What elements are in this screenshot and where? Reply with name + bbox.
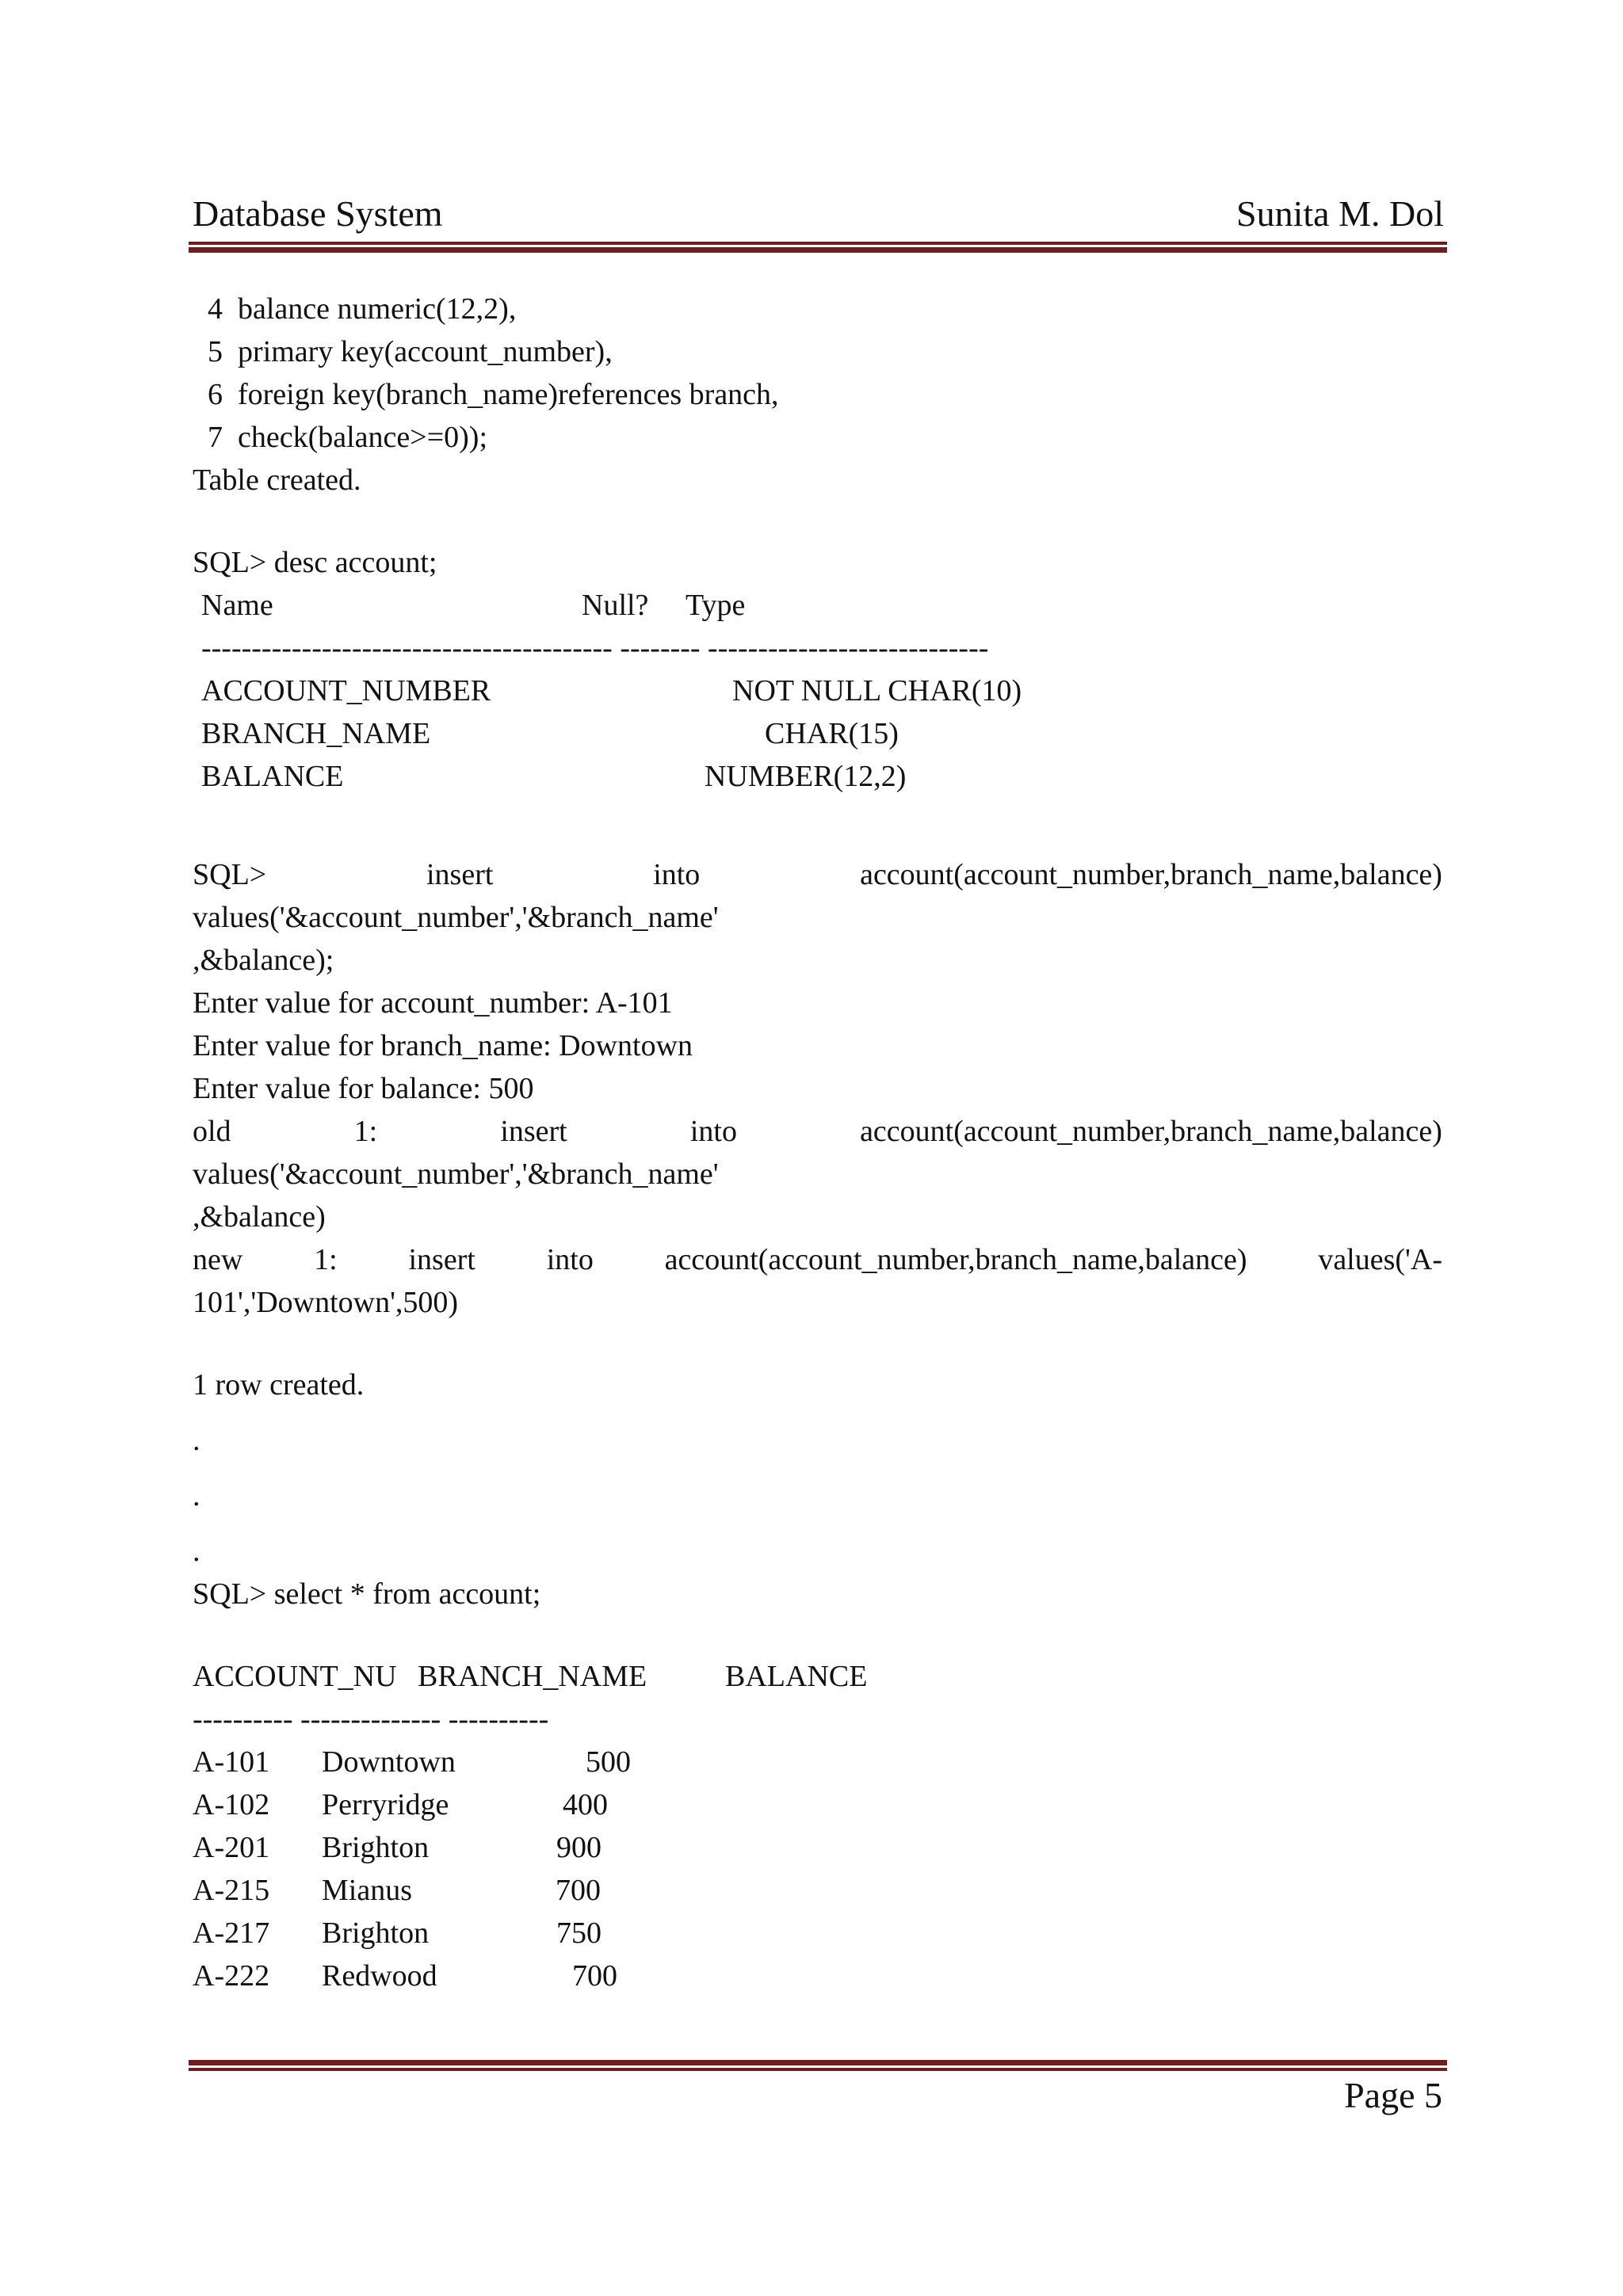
result-branch: Brighton [322, 1917, 430, 1950]
footer-rule-thick [189, 2060, 1447, 2065]
desc-row-type: NOT NULL CHAR(10) [732, 674, 1022, 707]
old-line: old 1: insert into account(account_number,branch_name,balance) [193, 1115, 1442, 1148]
code-line: ,&balance); [193, 944, 334, 977]
desc-row-type: CHAR(15) [765, 717, 899, 750]
footer-rule-thin [189, 2068, 1447, 2071]
header-rule-thin [189, 242, 1447, 245]
result-balance: 900 [556, 1831, 601, 1864]
prompt-line: Enter value for account_number: A-101 [193, 986, 673, 1020]
header-rule-thick [189, 247, 1447, 253]
code-line: 5 primary key(account_number), [208, 335, 613, 368]
code-line: values('&account_number','&branch_name' [193, 901, 719, 934]
desc-row-name: BALANCE [201, 760, 344, 793]
status-line: Table created. [193, 463, 361, 497]
desc-header-type: Type [685, 589, 746, 622]
result-account: A-217 [193, 1917, 270, 1950]
result-branch: Redwood [322, 1959, 437, 1993]
header-author: Sunita M. Dol [1236, 193, 1444, 234]
result-branch: Brighton [322, 1831, 430, 1864]
desc-dashes: ----------------------------------------- -------- ---------------------------- [201, 631, 989, 665]
result-account: A-102 [193, 1788, 270, 1821]
insert-command-line: SQL> insert into account(account_number,branch_name,balance) [193, 858, 1442, 891]
ellipsis-dot: . [193, 1479, 200, 1512]
select-dashes: ---------- -------------- ---------- [193, 1703, 549, 1736]
new-line: new 1: insert into account(account_number,branch_name,balance) values('A- [193, 1243, 1442, 1276]
page-number: Page 5 [1344, 2075, 1442, 2115]
result-balance: 750 [556, 1917, 601, 1950]
desc-row-name: ACCOUNT_NUMBER [201, 674, 491, 707]
result-balance: 700 [556, 1874, 601, 1907]
desc-header-name: Name [201, 589, 273, 622]
select-header-account: ACCOUNT_NU [193, 1660, 397, 1693]
desc-header-null: Null? [582, 589, 649, 622]
desc-row-type: NUMBER(12,2) [705, 760, 907, 793]
result-account: A-101 [193, 1745, 270, 1779]
code-line: 6 foreign key(branch_name)references branch, [208, 378, 779, 411]
result-branch: Downtown [322, 1745, 456, 1779]
status-line: 1 row created. [193, 1368, 365, 1402]
result-account: A-222 [193, 1959, 270, 1993]
code-line: 7 check(balance>=0)); [208, 421, 488, 454]
result-account: A-215 [193, 1874, 270, 1907]
result-branch: Perryridge [322, 1788, 449, 1821]
desc-command: SQL> desc account; [193, 546, 437, 579]
result-balance: 500 [586, 1745, 631, 1779]
result-account: A-201 [193, 1831, 270, 1864]
select-header-branch: BRANCH_NAME [418, 1660, 647, 1693]
result-balance: 700 [572, 1959, 617, 1993]
code-line: values('&account_number','&branch_name' [193, 1158, 719, 1191]
ellipsis-dot: . [193, 1535, 200, 1568]
code-line: ,&balance) [193, 1200, 326, 1234]
prompt-line: Enter value for balance: 500 [193, 1072, 534, 1105]
result-branch: Mianus [322, 1874, 412, 1907]
select-header-balance: BALANCE [725, 1660, 868, 1693]
code-line: 4 balance numeric(12,2), [208, 292, 517, 326]
desc-row-name: BRANCH_NAME [201, 717, 431, 750]
code-line: 101','Downtown',500) [193, 1286, 459, 1319]
result-balance: 400 [563, 1788, 608, 1821]
ellipsis-dot: . [193, 1424, 200, 1457]
select-command: SQL> select * from account; [193, 1577, 541, 1611]
prompt-line: Enter value for branch_name: Downtown [193, 1029, 693, 1062]
header-title: Database System [193, 193, 443, 234]
